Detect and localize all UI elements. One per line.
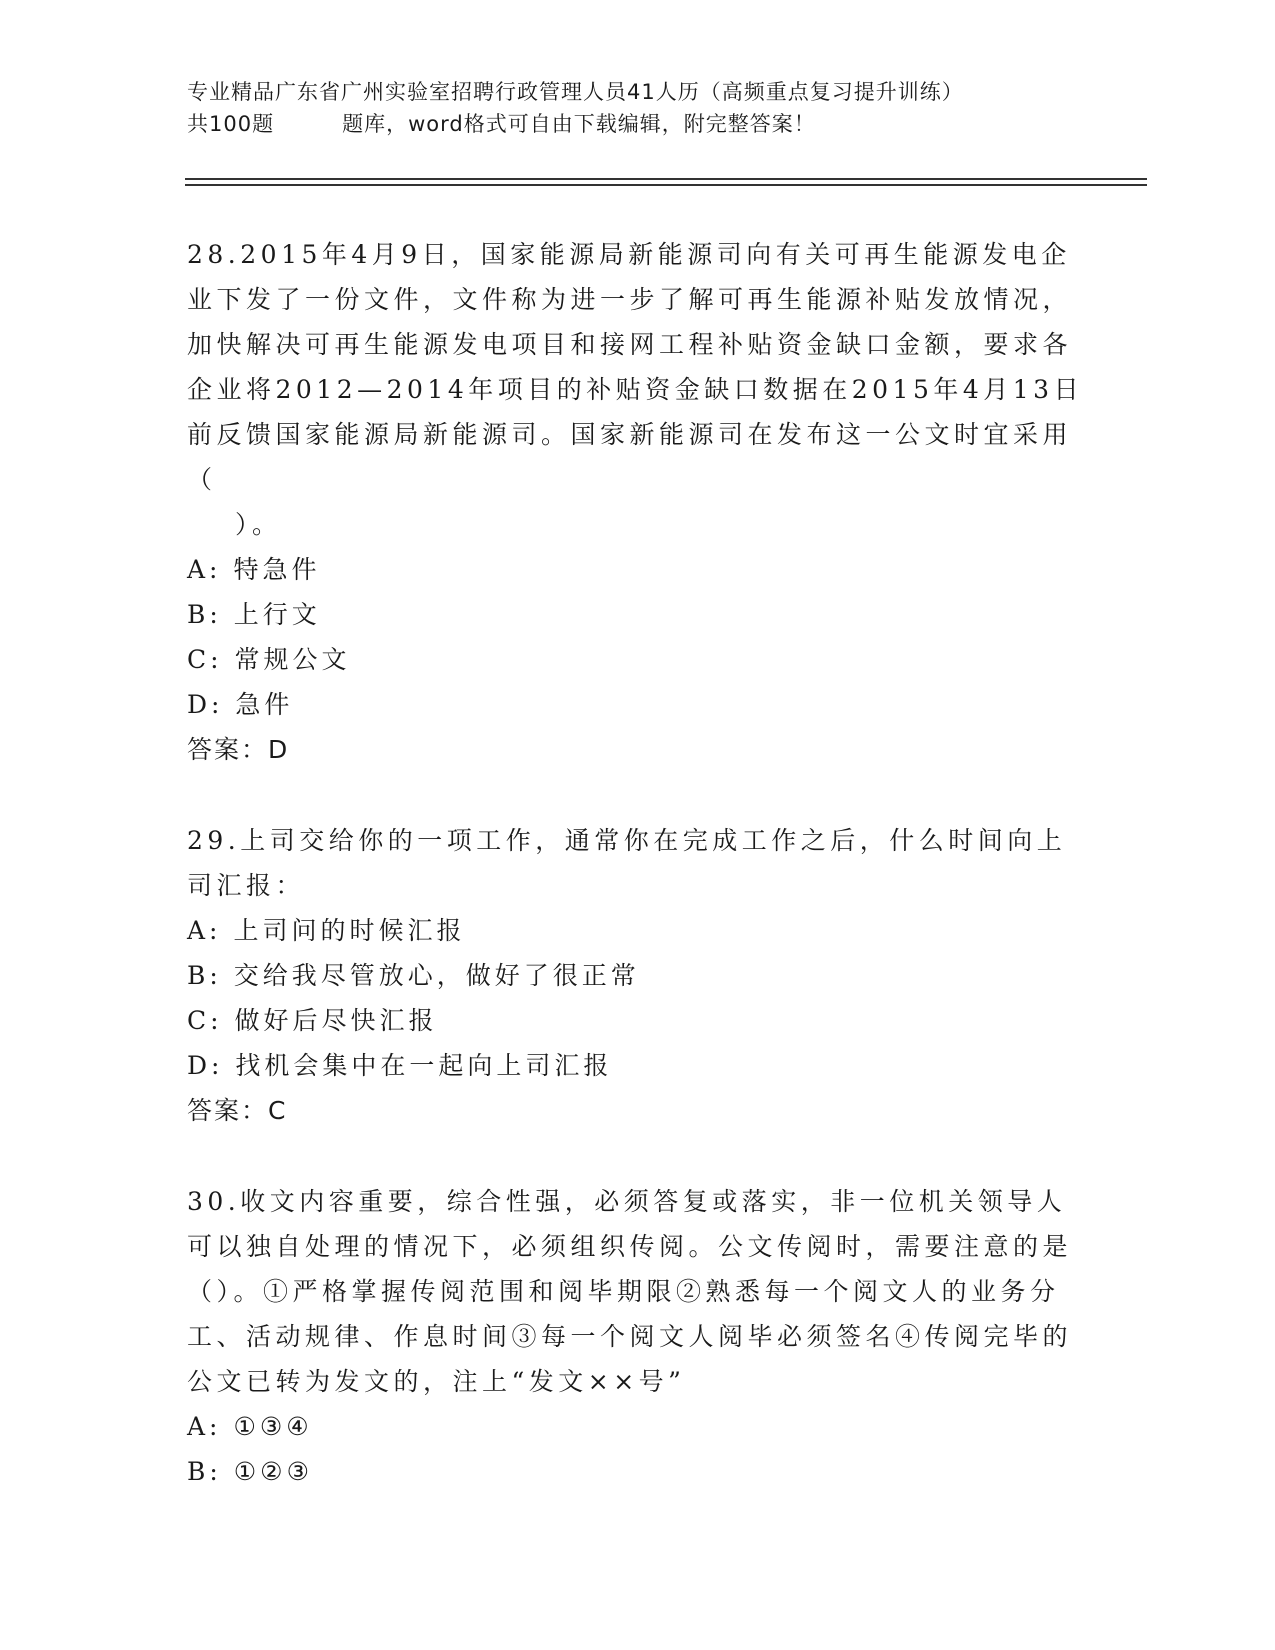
option-label: B: bbox=[187, 961, 222, 990]
option-c bbox=[187, 637, 1087, 682]
question-list bbox=[187, 232, 1087, 1540]
option-label: B: bbox=[187, 1457, 222, 1486]
question-text bbox=[187, 232, 1087, 547]
option-text: ①③④ bbox=[233, 1412, 313, 1441]
option-a bbox=[187, 547, 1087, 592]
option-label: A: bbox=[187, 916, 222, 945]
option-a bbox=[187, 908, 1087, 953]
header-divider-bottom bbox=[185, 184, 1147, 186]
document-header bbox=[187, 76, 1087, 140]
option-d bbox=[187, 682, 1087, 727]
answer-line: 答案：C bbox=[187, 1096, 288, 1125]
option-text: 上司问的时候汇报 bbox=[233, 916, 466, 945]
question-28 bbox=[187, 232, 1087, 772]
option-label: A: bbox=[187, 555, 222, 584]
question-stem: 28.2015年4月9日，国家能源局新能源司向有关可再生能源发电企业下发了一份文件，文件称为进一步了解可再生能源补贴发放情况，加快解决可再生能源发电项目和接网工程补贴资金缺口金额，要求各企业将2012—2014年项目的补贴资金缺口数据在2015年4月13日前反馈国家能源局新能源司。国家新能源司在发布这一公文时宜采用（ bbox=[187, 240, 1084, 494]
option-label: C: bbox=[187, 645, 223, 674]
header-question-count: 共100题 bbox=[187, 112, 275, 136]
option-text: 找机会集中在一起向上司汇报 bbox=[235, 1051, 613, 1080]
option-b bbox=[187, 953, 1087, 998]
header-description: 题库，word格式可自由下载编辑，附完整答案！ bbox=[342, 112, 816, 136]
header-title-line2 bbox=[187, 108, 1087, 140]
option-label: C: bbox=[187, 1006, 223, 1035]
option-label: D: bbox=[187, 1051, 224, 1080]
option-text: 常规公文 bbox=[234, 645, 351, 674]
question-stem-tail: ）。 bbox=[235, 510, 282, 539]
option-b bbox=[187, 1449, 1087, 1494]
header-divider-top bbox=[185, 178, 1147, 180]
option-label: B: bbox=[187, 600, 222, 629]
option-d bbox=[187, 1043, 1087, 1088]
option-b bbox=[187, 592, 1087, 637]
option-text: ①②③ bbox=[233, 1457, 313, 1486]
option-text: 特急件 bbox=[233, 555, 321, 584]
question-30 bbox=[187, 1179, 1087, 1494]
question-29 bbox=[187, 818, 1087, 1133]
answer-line: 答案：D bbox=[187, 735, 290, 764]
option-a bbox=[187, 1404, 1087, 1449]
option-text: 做好后尽快汇报 bbox=[234, 1006, 438, 1035]
option-text: 上行文 bbox=[233, 600, 321, 629]
option-label: A: bbox=[187, 1412, 222, 1441]
option-label: D: bbox=[187, 690, 224, 719]
question-text: 29.上司交给你的一项工作，通常你在完成工作之后，什么时间向上司汇报： bbox=[187, 826, 1067, 900]
option-text: 急件 bbox=[235, 690, 294, 719]
option-c bbox=[187, 998, 1087, 1043]
question-text: 30.收文内容重要，综合性强，必须答复或落实，非一位机关领导人可以独自处理的情况下，必须组织传阅。公文传阅时，需要注意的是（）。①严格掌握传阅范围和阅毕期限②熟悉每一个阅文人的业务分工、活动规律、作息时间③每一个阅文人阅毕必须签名④传阅完毕的公文已转为发文的，注上“发文××号” bbox=[187, 1187, 1073, 1396]
option-text: 交给我尽管放心，做好了很正常 bbox=[233, 961, 640, 990]
header-title-line1: 专业精品广东省广州实验室招聘行政管理人员41人历（高频重点复习提升训练） bbox=[187, 80, 964, 104]
